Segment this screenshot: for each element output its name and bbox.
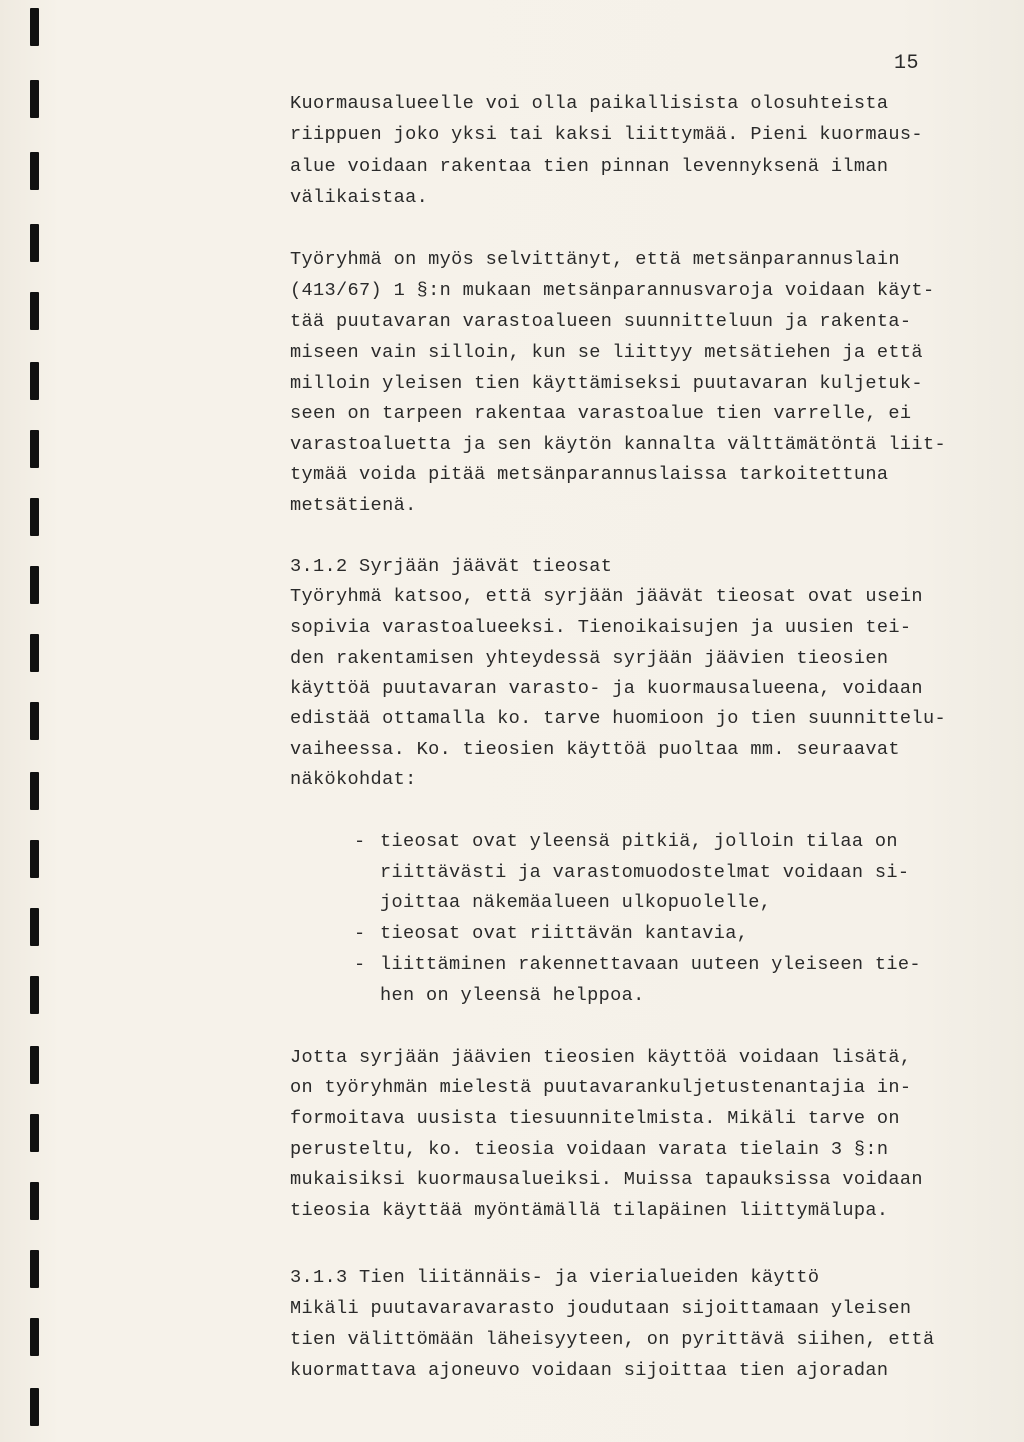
punch-hole-mark — [30, 840, 39, 878]
paragraph-4-line: formoitava uusista tiesuunnitelmista. Mikäli tarve on — [290, 1108, 900, 1129]
paragraph-5-line: kuormattava ajoneuvo voidaan sijoittaa tien ajoradan — [290, 1360, 889, 1381]
paragraph-4-line: tieosia käyttää myöntämällä tilapäinen liittymälupa. — [290, 1200, 889, 1221]
punch-hole-mark — [30, 1046, 39, 1084]
punch-hole-mark — [30, 8, 39, 46]
punch-hole-mark — [30, 1250, 39, 1288]
paragraph-4-line: mukaisiksi kuormausalueiksi. Muissa tapauksissa voidaan — [290, 1169, 923, 1190]
paragraph-2-line: seen on tarpeen rakentaa varastoalue tien varrelle, ei — [290, 403, 912, 424]
paragraph-2-line: varastoaluetta ja sen käytön kannalta välttämätöntä liit- — [290, 434, 946, 455]
punch-hole-mark — [30, 1318, 39, 1356]
paragraph-2-line: metsätienä. — [290, 495, 417, 516]
paragraph-5-line: Mikäli puutavaravarasto joudutaan sijoittamaan yleisen — [290, 1298, 912, 1319]
bullet-dash: - — [354, 923, 366, 944]
punch-hole-mark — [30, 908, 39, 946]
section-heading-3-1-3: 3.1.3 Tien liitännäis- ja vierialueiden käyttö — [290, 1267, 820, 1288]
bullet-item-line: liittäminen rakennettavaan uuteen yleiseen tie- — [380, 954, 921, 975]
paragraph-1-line: Kuormausalueelle voi olla paikallisista olosuhteista — [290, 93, 889, 114]
punch-hole-mark — [30, 566, 39, 604]
paragraph-5-line: tien välittömään läheisyyteen, on pyrittävä siihen, että — [290, 1329, 935, 1350]
bullet-item-line: joittaa näkemäalueen ulkopuolelle, — [380, 892, 772, 913]
paragraph-4-line: perusteltu, ko. tieosia voidaan varata tielain 3 §:n — [290, 1139, 889, 1160]
punch-hole-mark — [30, 430, 39, 468]
paragraph-3-line: den rakentamisen yhteydessä syrjään jäävien tieosien — [290, 648, 889, 669]
punch-hole-mark — [30, 1182, 39, 1220]
punch-hole-mark — [30, 976, 39, 1014]
paragraph-3-line: sopivia varastoalueeksi. Tienoikaisujen ja uusien tei- — [290, 617, 912, 638]
paragraph-4-line: Jotta syrjään jäävien tieosien käyttöä voidaan lisätä, — [290, 1047, 912, 1068]
bullet-item-line: hen on yleensä helppoa. — [380, 985, 645, 1006]
paragraph-3-line: Työryhmä katsoo, että syrjään jäävät tieosat ovat usein — [290, 586, 923, 607]
bullet-dash: - — [354, 954, 366, 975]
paragraph-3-line: edistää ottamalla ko. tarve huomioon jo tien suunnittelu- — [290, 708, 946, 729]
paragraph-3-line: käyttöä puutavaran varasto- ja kuormausalueena, voidaan — [290, 678, 923, 699]
paragraph-2-line: Työryhmä on myös selvittänyt, että metsänparannuslain — [290, 249, 900, 270]
paragraph-1-line: riippuen joko yksi tai kaksi liittymää. Pieni kuormaus- — [290, 124, 923, 145]
bullet-dash: - — [354, 831, 366, 852]
page-number: 15 — [894, 52, 920, 75]
paragraph-2-line: tymää voida pitää metsänparannuslaissa tarkoitettuna — [290, 464, 889, 485]
paragraph-2-line: tää puutavaran varastoalueen suunnitteluun ja rakenta- — [290, 311, 912, 332]
paragraph-3-line: näkökohdat: — [290, 769, 417, 790]
punch-hole-mark — [30, 702, 39, 740]
paragraph-4-line: on työryhmän mielestä puutavarankuljetustenantajia in- — [290, 1077, 912, 1098]
punch-hole-strip — [0, 0, 60, 1442]
paragraph-2-line: miseen vain silloin, kun se liittyy metsätiehen ja että — [290, 342, 923, 363]
punch-hole-mark — [30, 362, 39, 400]
paragraph-2-line: (413/67) 1 §:n mukaan metsänparannusvaroja voidaan käyt- — [290, 280, 935, 301]
punch-hole-mark — [30, 498, 39, 536]
paragraph-1-line: välikaistaa. — [290, 187, 429, 208]
punch-hole-mark — [30, 152, 39, 190]
bullet-item-line: tieosat ovat riittävän kantavia, — [380, 923, 749, 944]
punch-hole-mark — [30, 224, 39, 262]
paragraph-1-line: alue voidaan rakentaa tien pinnan levennyksenä ilman — [290, 156, 889, 177]
punch-hole-mark — [30, 80, 39, 118]
bullet-item-line: tieosat ovat yleensä pitkiä, jolloin tilaa on — [380, 831, 898, 852]
punch-hole-mark — [30, 292, 39, 330]
paragraph-3-line: vaiheessa. Ko. tieosien käyttöä puoltaa mm. seuraavat — [290, 739, 900, 760]
section-heading-3-1-2: 3.1.2 Syrjään jäävät tieosat — [290, 556, 613, 577]
punch-hole-mark — [30, 772, 39, 810]
punch-hole-mark — [30, 634, 39, 672]
punch-hole-mark — [30, 1388, 39, 1426]
punch-hole-mark — [30, 1114, 39, 1152]
paragraph-2-line: milloin yleisen tien käyttämiseksi puutavaran kuljetuk- — [290, 373, 923, 394]
bullet-item-line: riittävästi ja varastomuodostelmat voidaan si- — [380, 862, 910, 883]
